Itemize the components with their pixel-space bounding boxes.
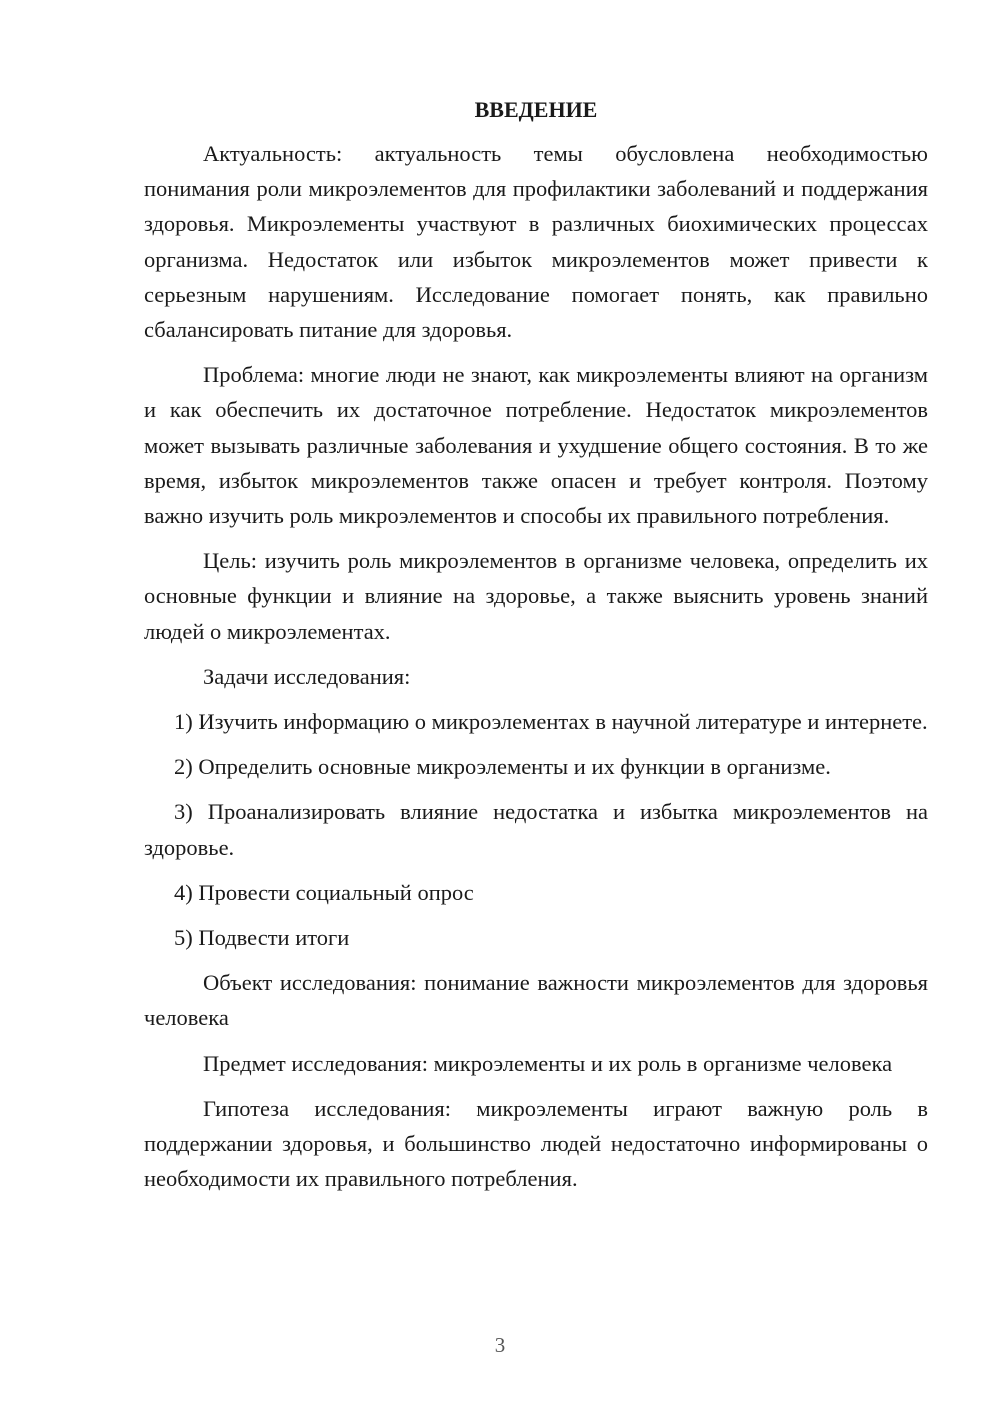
subject-paragraph: Предмет исследования: микроэлементы и их роль в организме человека — [203, 1050, 893, 1076]
list-item: 3) Проанализировать влияние недостатка и избытка микроэлементов на здоровье. — [144, 799, 928, 860]
page-title: ВВЕДЕНИЕ — [474, 97, 598, 122]
page-number: 3 — [494, 1333, 506, 1357]
relevance-paragraph: Актуальность: актуальность темы обусловлена необходимостью понимания роли микроэлементов для профилактики заболеваний и поддержания здоровья. Микроэлементы участвуют в различных биохимических процессах организма. Недостаток или избыток микроэлементов может привести к серьезным нарушениям. Исследование помогает понять, как правильно сбалансировать питание для здоровья. — [144, 141, 928, 343]
object-paragraph: Объект исследования: понимание важности микроэлементов для здоровья человека — [144, 970, 928, 1031]
tasks-heading: Задачи исследования: — [203, 663, 411, 689]
hypothesis-paragraph: Гипотеза исследования: микроэлементы играют важную роль в поддержании здоровья, и большинство людей недостаточно информированы о необходимости их правильного потребления. — [144, 1095, 928, 1192]
goal-paragraph: Цель: изучить роль микроэлементов в организме человека, определить их основные функции и влияние на здоровье, а также выяснить уровень знаний людей о микроэлементах. — [144, 548, 928, 644]
document-page — [144, 92, 928, 1196]
list-item: 5) Подвести итоги — [174, 925, 350, 951]
list-item: 2) Определить основные микроэлементы и их функции в организме. — [174, 754, 831, 780]
tasks-list — [144, 704, 928, 955]
list-item: 4) Провести социальный опрос — [174, 879, 474, 905]
closing-section — [144, 965, 928, 1196]
problem-paragraph: Проблема: многие люди не знают, как микроэлементы влияют на организм и как обеспечить их достаточное потребление. Недостаток микроэлементов может вызывать различные заболевания и ухудшение общего состояния. В то же время, избыток микроэлементов также опасен и требует контроля. Поэтому важно изучить роль микроэлементов и способы их правильного потребления. — [144, 362, 928, 529]
list-item: 1) Изучить информацию о микроэлементах в научной литературе и интернете. — [174, 709, 928, 735]
